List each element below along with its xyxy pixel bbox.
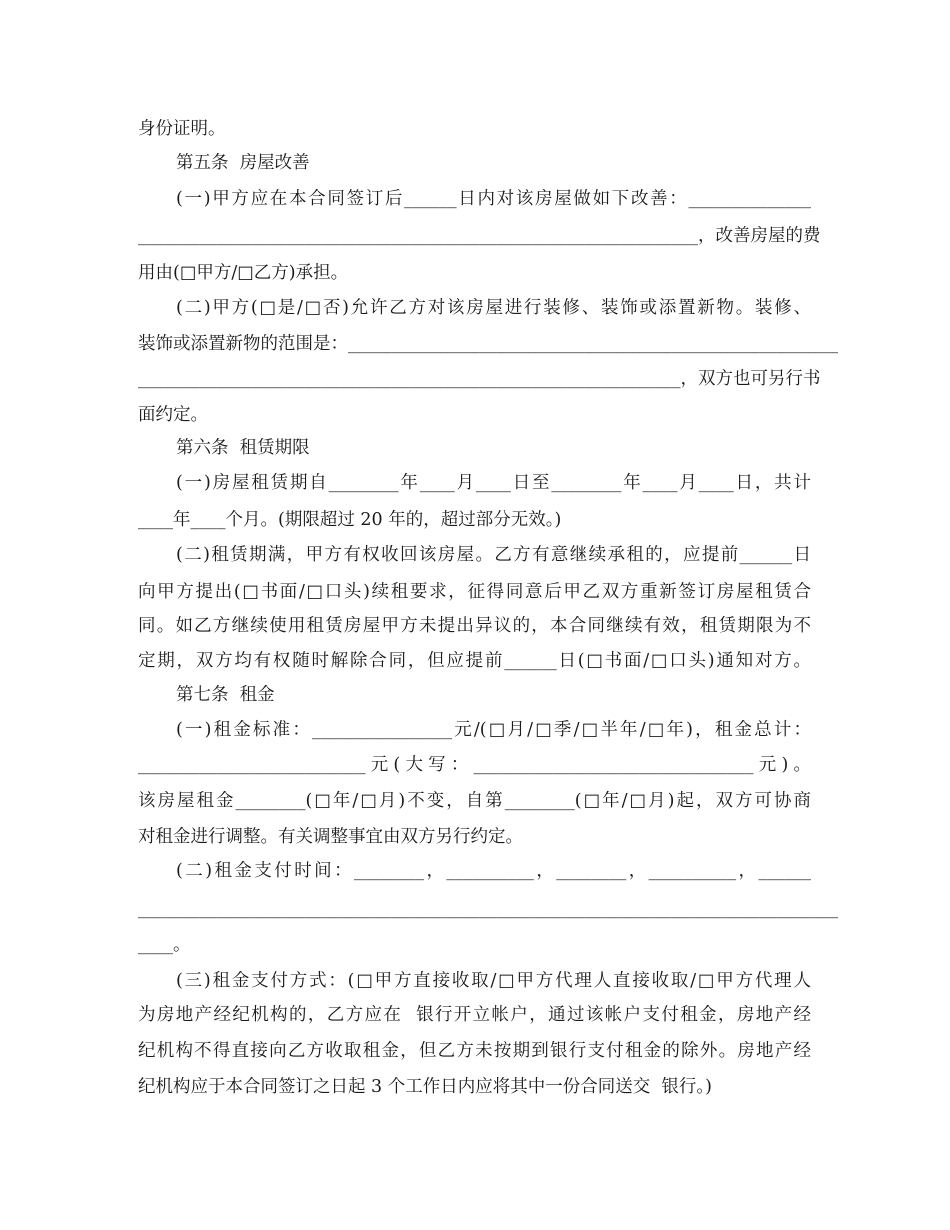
text-line: 为房地产经纪机构的，乙方应在 银行开立帐户，通过该帐户支付租金，房地产经 (138, 1005, 811, 1025)
text-line: 定期，双方均有权随时解除合同，但应提前______日(□书面/□口头)通知对方。 (138, 651, 811, 671)
article-heading: 第六条 租赁期限 (176, 438, 310, 458)
text-line: 用由(□甲方/□乙方)承担。 (138, 263, 349, 283)
text-line: (一)房屋租赁期自________年____月____日至________年____月____日，共计 (176, 473, 811, 493)
text-line: __________________________元(大写：________________________________元)。 (138, 755, 811, 775)
text-line: (二)租赁期满，甲方有权收回该房屋。乙方有意继续承租的，应提前______日 (176, 545, 811, 565)
text-line: (一)甲方应在本合同签订后______日内对该房屋做如下改善：______________ (176, 189, 811, 209)
text-line: 装饰或添置新物的范围是：________________________________________________________ (138, 334, 838, 354)
text-line: ______________________________________________________________，双方也可另行书 (138, 369, 821, 389)
text-line: (二)租金支付时间：________，__________，________，__________，______ (176, 861, 811, 881)
text-line: 对租金进行调整。有关调整事宜由双方另行约定。 (138, 827, 523, 847)
text-line: 向甲方提出(□书面/□口头)续租要求，征得同意后甲乙双方重新签订房屋租赁合 (138, 582, 811, 602)
text-line: 面约定。 (138, 405, 208, 425)
text-line: (二)甲方(□是/□否)允许乙方对该房屋进行装修、装饰或添置新物。装修、 (176, 298, 811, 318)
article-heading: 第五条 房屋改善 (176, 153, 310, 173)
text-line: 纪机构应于本合同签订之日起 3 个工作日内应将其中一份合同送交 银行。) (138, 1077, 712, 1097)
text-line: ____。 (138, 935, 191, 955)
text-line: (三)租金支付方式：(□甲方直接收取/□甲方代理人直接收取/□甲方代理人 (176, 971, 811, 991)
text-line: ________________________________________________________________________________ (138, 899, 838, 919)
text-line: (一)租金标准：________________元/(□月/□季/□半年/□年)，租金总计： (176, 720, 811, 740)
text-line: 同。如乙方继续使用租赁房屋甲方未提出异议的，本合同继续有效，租赁期限为不 (138, 616, 811, 636)
text-line: ____年____个月。(期限超过 20 年的，超过部分无效。) (138, 510, 562, 530)
text-line: ________________________________________________________________，改善房屋的费 (138, 226, 821, 246)
text-line: 该房屋租金________(□年/□月)不变，自第________(□年/□月)起，双方可协商 (138, 791, 811, 811)
text-line: 身份证明。 (138, 119, 226, 139)
text-line: 纪机构不得直接向乙方收取租金，但乙方未按期到银行支付租金的除外。房地产经 (138, 1041, 811, 1061)
article-heading: 第七条 租金 (176, 685, 275, 705)
